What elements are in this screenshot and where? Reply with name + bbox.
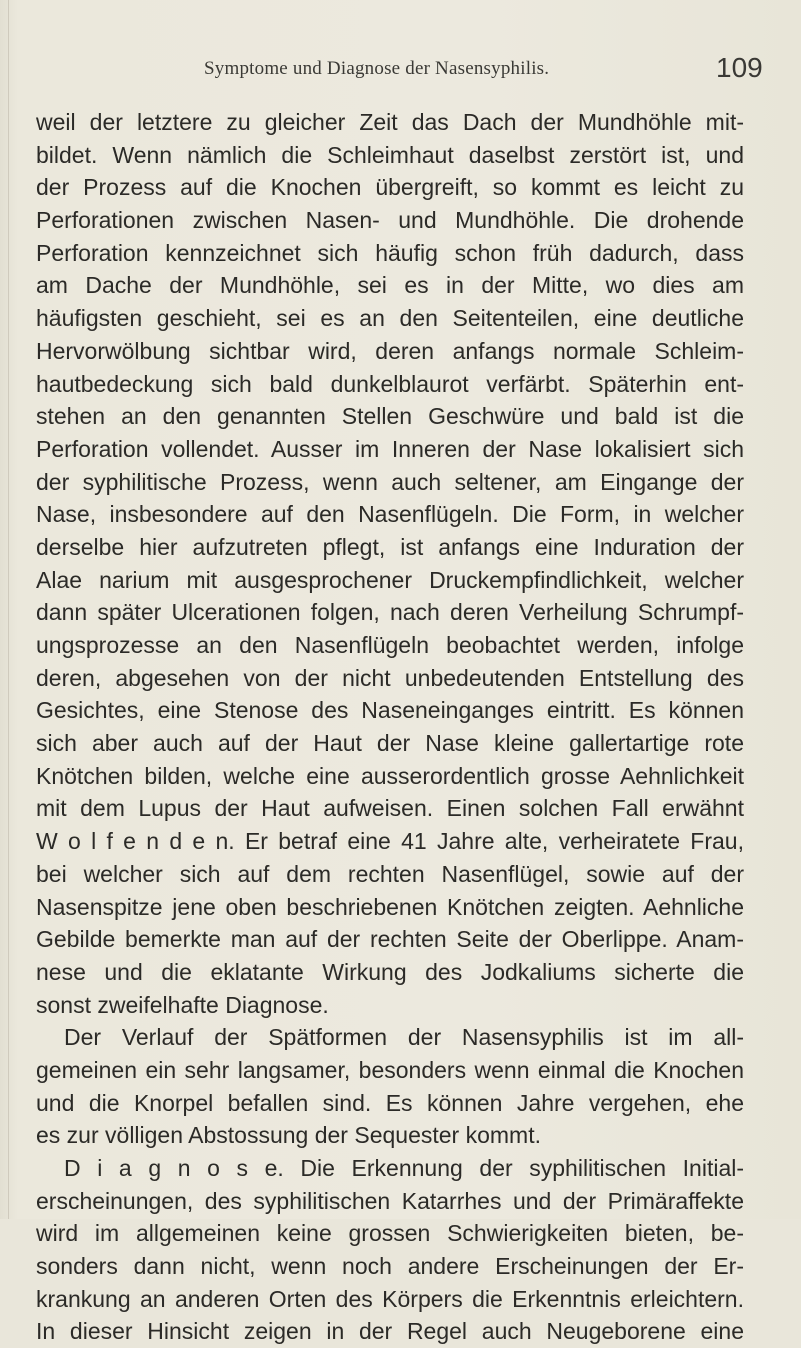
text-line: gemeinen ein sehr langsamer, besonders wenn einmal die Knochen [36,1056,744,1083]
text-line: der syphilitische Prozess, wenn auch seltener, am Eingange der [36,468,744,495]
text-line: und die Knorpel befallen sind. Es können Jahre vergehen, ehe [36,1089,744,1116]
page-gutter-line [8,0,9,1219]
text-line: Knötchen bilden, welche eine ausserordentlich grosse Aehnlichkeit [36,762,744,789]
text-line: am Dache der Mundhöhle, sei es in der Mitte, wo dies am [36,272,744,299]
text-line: In dieser Hinsicht zeigen in der Regel auch Neugeborene eine [36,1318,744,1345]
text-line: ungsprozesse an den Nasenflügeln beobachtet werden, infolge [36,632,744,658]
text-line: sonst zweifelhafte Diagnose. [36,991,329,1018]
text-line: wird im allgemeinen keine grossen Schwierigkeiten bieten, be- [36,1220,744,1247]
text-line: mit dem Lupus der Haut aufweisen. Einen solchen Fall erwähnt [36,795,744,822]
text-line: Gebilde bemerkte man auf der rechten Seite der Oberlippe. Anam- [36,926,744,953]
running-header [0,52,801,88]
text-line: hautbedeckung sich bald dunkelblaurot verfärbt. Späterhin ent- [36,370,744,397]
page-number: 109 [716,52,763,83]
text-line: häufigsten geschieht, sei es an den Seitenteilen, eine deutliche [36,305,744,332]
body-text [36,106,744,1348]
text-line: Perforationen zwischen Nasen- und Mundhöhle. Die drohende [36,207,744,234]
text-line: bei welcher sich auf dem rechten Nasenflügel, sowie auf der [36,860,744,887]
text-line: D i a g n o s e. Die Erkennung der syphilitischen Initial- [64,1155,744,1181]
text-line: Der Verlauf der Spätformen der Nasensyphilis ist im all- [64,1024,744,1051]
text-line: nese und die eklatante Wirkung des Jodkaliums sicherte die [36,958,744,985]
text-line: es zur völligen Abstossung der Sequester kommt. [36,1122,541,1149]
text-line: Perforation vollendet. Ausser im Inneren der Nase lokalisiert sich [36,435,744,462]
text-line: Alae narium mit ausgesprochener Druckempfindlichkeit, welcher [36,566,744,593]
text-line: Perforation kennzeichnet sich häufig schon früh dadurch, dass [36,239,744,266]
text-line: stehen an den genannten Stellen Geschwüre und bald ist die [36,403,744,430]
text-line: Gesichtes, eine Stenose des Naseneinganges eintritt. Es können [36,697,744,724]
text-line: sich aber auch auf der Haut der Nase kleine gallertartige rote [36,730,744,757]
text-line: Hervorwölbung sichtbar wird, deren anfangs normale Schleim- [36,337,744,364]
text-line: deren, abgesehen von der nicht unbedeutenden Entstellung des [36,664,744,691]
text-line: der Prozess auf die Knochen übergreift, so kommt es leicht zu [36,174,744,201]
text-line: erscheinungen, des syphilitischen Katarrhes und der Primäraffekte [36,1187,744,1214]
text-line: W o l f e n d e n. Er betraf eine 41 Jahre alte, verheiratete Frau, [36,828,744,855]
text-line: bildet. Wenn nämlich die Schleimhaut daselbst zerstört ist, und [36,141,744,168]
text-line: sonders dann nicht, wenn noch andere Erscheinungen der Er- [36,1253,744,1280]
text-line: Nase, insbesondere auf den Nasenflügeln. Die Form, in welcher [36,501,744,528]
text-line: weil der letztere zu gleicher Zeit das Dach der Mundhöhle mit- [36,109,744,135]
text-line: krankung an anderen Orten des Körpers die Erkenntnis erleichtern. [36,1285,744,1312]
text-line: derselbe hier aufzutreten pflegt, ist anfangs eine Induration der [36,533,744,560]
running-title: Symptome und Diagnose der Nasensyphilis. [204,58,550,79]
text-line: dann später Ulcerationen folgen, nach deren Verheilung Schrumpf- [36,599,744,626]
text-line: Nasenspitze jene oben beschriebenen Knötchen zeigten. Aehnliche [36,893,744,920]
